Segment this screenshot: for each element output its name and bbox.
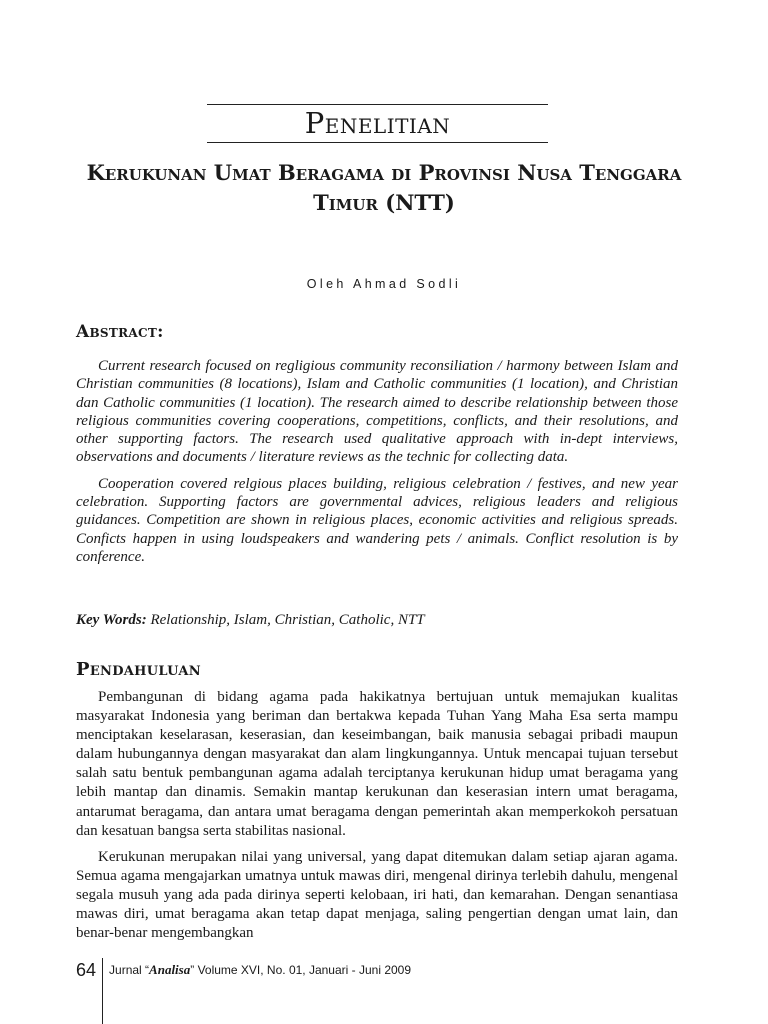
journal-citation bbox=[109, 958, 411, 982]
keywords-value: Relationship, Islam, Christian, Catholic, NTT bbox=[150, 612, 425, 628]
keywords-label: Key Words: bbox=[76, 612, 147, 628]
journal-name: Analisa bbox=[149, 962, 191, 977]
introduction-paragraph: Pembangunan di bidang agama pada hakikatnya bertujuan untuk memajukan kualitas masyarakat Indonesia yang beriman dan bertakwa kepada Tuhan Yang Maha Esa serta mampu menciptakan keselarasan, keserasian, dan keseimbangan, baik manusia sebagai pribadi maupun dalam hubungannya dengan masyarakat dan alam lingkungannya. Untuk mencapai tujuan tersebut salah satu bentuk pembangunan agama adalah terciptanya kerukunan hidup umat beragama yang lebih mantap dan dinamis. Semakin mantap kerukunan dan keserasian intern umat beragama, antarumat beragama, dan antara umat beragama dengan pemerintah akan memperkokoh persatuan dan kesatuan bangsa serta stabilitas nasional. bbox=[76, 689, 678, 839]
author-byline: Oleh Ahmad Sodli bbox=[306, 277, 462, 291]
journal-details: ” Volume XVI, No. 01, Januari - Juni 2009 bbox=[190, 963, 412, 977]
header-rule-bottom bbox=[207, 142, 548, 143]
section-label: Penelitian bbox=[304, 106, 451, 140]
page-footer bbox=[76, 958, 411, 1024]
introduction-heading: Pendahuluan bbox=[76, 659, 201, 680]
keywords bbox=[76, 611, 678, 629]
article-title: Kerukunan Umat Beragama di Provinsi Nusa Tenggara Timur (NTT) bbox=[86, 160, 682, 215]
footer-divider bbox=[102, 958, 103, 1024]
introduction-paragraph: Kerukunan merupakan nilai yang universal, yang dapat ditemukan dalam setiap ajaran agama. Semua agama mengajarkan umatnya untuk mawas diri, mengenal dirinya terlebih dahulu, mengenal segala musuh yang ada pada dirinya seperti kelobaan, iri hati, dan kemarahan. Dengan senantiasa mawas diri, umat beragama akan tetap dapat menjaga, saling pengertian dengan umat lain, dan benar-benar mengembangkan bbox=[76, 848, 678, 942]
abstract-heading: Abstract: bbox=[76, 322, 164, 342]
abstract-paragraph: Cooperation covered relgious places building, religious celebration / festives, and new year celebration. Supporting factors are governmental advices, religious leaders and religious guidances. Competition are shown in religious places, economic activities and religious spreads. Conficts happen in using loudspeakers and wandering pets / animals. Conflict resolution is by conference. bbox=[76, 475, 678, 565]
introduction-body bbox=[76, 688, 678, 950]
abstract-body bbox=[76, 357, 678, 574]
page-number: 64 bbox=[76, 960, 97, 980]
journal-prefix: Jurnal “ bbox=[109, 963, 150, 977]
abstract-paragraph: Current research focused on regligious community reconsiliation / harmony between Islam and Christian communities (8 locations), Islam and Catholic communities (1 location), and Christian dan Catholic communities (1 location). The research aimed to describe relationship between those religious communities covering cooperations, competitions, conflicts, and their resolutions, and other supporting factors. The research used qualitative approach with in-dept interviews, observations and documents / literature reviews as the technic for collecting data. bbox=[76, 358, 678, 466]
